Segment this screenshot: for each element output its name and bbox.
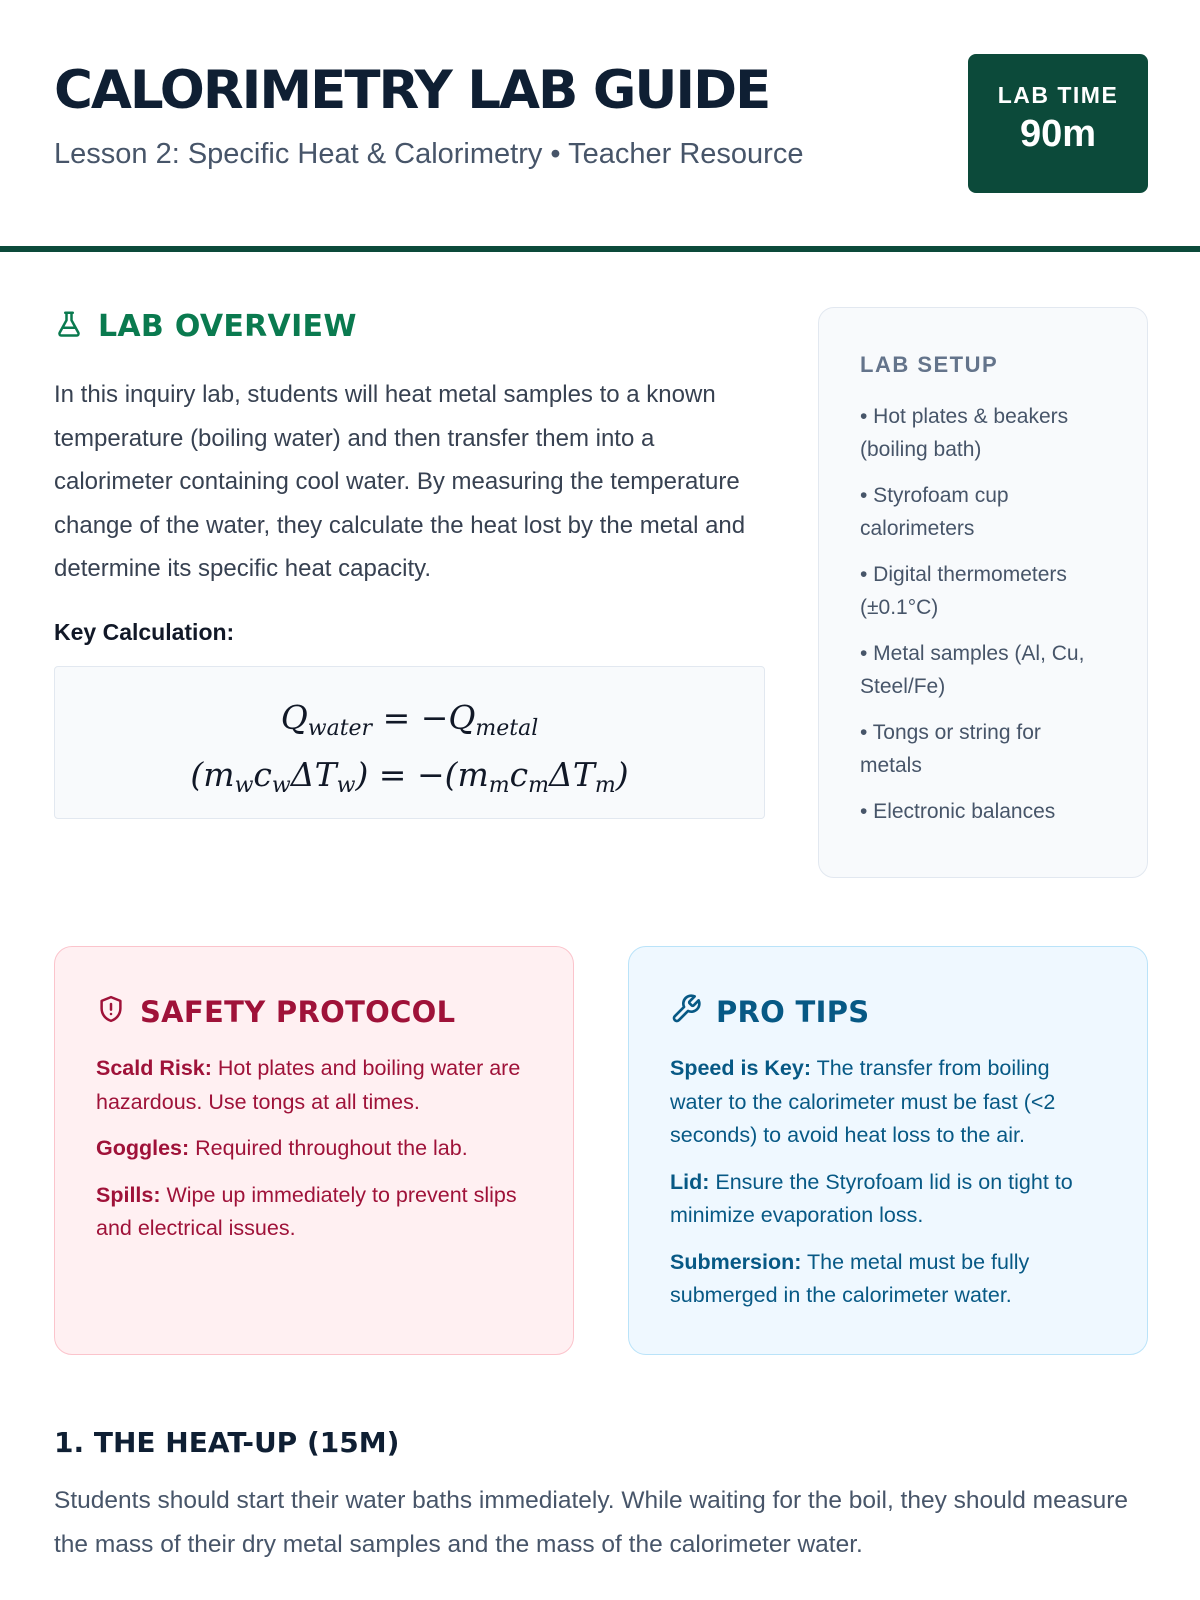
equation-line-1: $Q_{water} = -Q_{metal}$ <box>280 697 539 741</box>
heat-up-body: Students should start their water baths immediately. While waiting for the boil, they should measure the mass of their dry metal samples and the mass of the calorimeter water. <box>54 1487 1128 1558</box>
wrench-icon <box>670 993 702 1030</box>
safety-item: Spills: Wipe up immediately to prevent slips and electrical issues. <box>96 1182 517 1240</box>
tip-item: Lid: Ensure the Styrofoam lid is on tight to minimize evaporation loss. <box>670 1169 1073 1227</box>
list-item: • Digital thermometers (±0.1°C) <box>860 563 1067 619</box>
key-calculation-label: Key Calculation: <box>54 618 235 645</box>
pro-tips-title: PRO TIPS <box>716 994 870 1029</box>
list-item: • Styrofoam cup calorimeters <box>860 484 1009 540</box>
page-header <box>54 54 1148 194</box>
lab-setup-list <box>860 400 1107 828</box>
lab-setup-title: LAB SETUP <box>860 352 999 377</box>
list-item: • Hot plates & beakers (boiling bath) <box>860 405 1069 461</box>
pro-tips-card <box>628 946 1148 1355</box>
lab-overview-heading <box>54 308 764 345</box>
lab-overview-title: LAB OVERVIEW <box>98 309 357 344</box>
tip-item: Speed is Key: The transfer from boiling water to the calorimeter must be fast (<2 seconds) to avoid heat loss to the air. <box>670 1056 1056 1147</box>
lab-setup-panel <box>818 307 1148 878</box>
page-title: CALORIMETRY LAB GUIDE <box>54 60 770 121</box>
safety-protocol-heading <box>96 993 533 1030</box>
flask-icon <box>54 308 84 345</box>
lab-time-label: LAB TIME <box>997 82 1119 108</box>
header-divider <box>0 246 1200 252</box>
page-subtitle: Lesson 2: Specific Heat & Calorimetry • Teacher Resource <box>54 138 804 170</box>
safety-protocol-card <box>54 946 574 1355</box>
list-item: • Metal samples (Al, Cu, Steel/Fe) <box>860 642 1085 698</box>
lab-time-value: 90m <box>1019 113 1097 155</box>
safety-item: Goggles: Required throughout the lab. <box>96 1136 468 1160</box>
equation-box <box>54 666 765 819</box>
lab-overview-body: In this inquiry lab, students will heat metal samples to a known temperature (boiling water) and then transfer them into a calorimeter containing cool water. By measuring the temperature change of the water, they calculate the heat lost by the metal and determine its specific heat capacity. <box>54 381 746 582</box>
equation-line-2: $(m_wc_w\Delta T_w) = -(m_mc_m\Delta T_m)$ <box>190 754 629 798</box>
list-item: • Tongs or string for metals <box>860 721 1041 777</box>
heat-up-heading: 1. THE HEAT-UP (15M) <box>54 1426 400 1459</box>
lab-time-badge <box>968 54 1148 193</box>
list-item: • Electronic balances <box>860 800 1056 823</box>
safety-item: Scald Risk: Hot plates and boiling water are hazardous. Use tongs at all times. <box>96 1056 521 1114</box>
shield-icon <box>96 993 126 1030</box>
tip-item: Submersion: The metal must be fully submerged in the calorimeter water. <box>670 1249 1030 1307</box>
safety-protocol-title: SAFETY PROTOCOL <box>140 994 456 1029</box>
heat-up-section <box>54 1426 1154 1566</box>
lab-overview-section <box>54 308 764 819</box>
pro-tips-heading <box>670 993 1107 1030</box>
